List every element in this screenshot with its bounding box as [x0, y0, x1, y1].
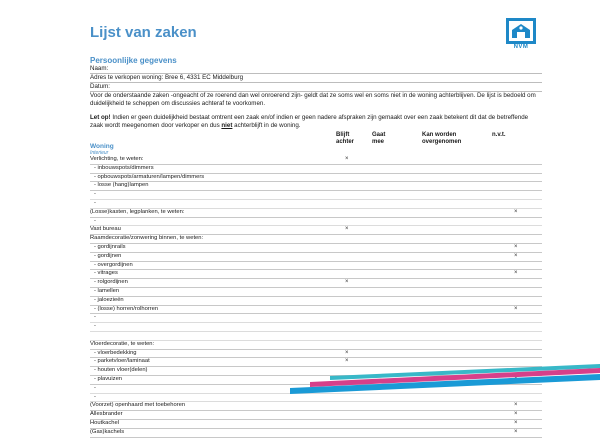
warning-body: Indien er geen duidelijkheid bestaat omtrent een zaak en/of indien er geen nadere afspraken zijn gemaakt over een zaak betekent dit dat de betreffende zaak wordt meegenomen door verkoper en dus	[90, 114, 529, 129]
row-label: -	[94, 393, 96, 400]
table-row	[90, 174, 542, 183]
table-row	[90, 209, 542, 218]
check-mark-blijft[interactable]: ×	[345, 358, 349, 365]
row-label: -	[94, 217, 96, 224]
check-mark-nvt[interactable]: ×	[514, 305, 518, 312]
row-label: - inbouwspots/dimmers	[94, 164, 154, 171]
row-label: Houtkachel	[90, 419, 120, 426]
row-label: - vitrages	[94, 270, 118, 277]
section-title: Persoonlijke gegevens	[90, 56, 177, 65]
row-label: - vloerbedekking	[94, 349, 137, 356]
table-row	[90, 270, 542, 279]
table-row	[90, 332, 542, 341]
table-row	[90, 244, 542, 253]
group-title: Woning	[90, 143, 114, 150]
table-row	[90, 200, 542, 209]
row-label: Vast bureau	[90, 226, 121, 233]
table-row	[90, 165, 542, 174]
table-row	[90, 191, 542, 200]
row-label: - (losse) horren/rolhorren	[94, 305, 159, 312]
row-label: Allesbrander	[90, 411, 123, 418]
table-row	[90, 341, 542, 350]
row-label: (Gas)kachels	[90, 428, 125, 435]
check-mark-blijft[interactable]: ×	[345, 156, 349, 162]
column-header-kan: Kan worden overgenomen	[422, 132, 462, 145]
warning-tail: achterblijft in de woning.	[232, 121, 301, 129]
row-label: - gordijnen	[94, 252, 122, 259]
address-field[interactable]: Adres te verkopen woning: Bree 6, 4331 EC Middelburg	[90, 73, 542, 83]
table-row	[90, 306, 542, 315]
logo-text: NVM	[513, 44, 529, 50]
table-row	[90, 314, 542, 323]
table-row	[90, 253, 542, 262]
table-row	[90, 411, 542, 420]
table-row	[90, 323, 542, 332]
table-row	[90, 235, 542, 244]
check-mark-nvt[interactable]: ×	[514, 270, 518, 277]
row-label: - rolgordijnen	[94, 279, 128, 286]
table-row	[90, 182, 542, 191]
decorative-stripes	[250, 362, 600, 400]
check-mark-nvt[interactable]: ×	[514, 419, 518, 426]
check-mark-blijft[interactable]: ×	[345, 226, 349, 233]
row-label: -	[94, 323, 96, 330]
row-label: -	[94, 384, 96, 391]
document-title: Lijst van zaken	[90, 24, 197, 41]
row-label: -	[94, 314, 96, 321]
warning-lead: Let op!	[90, 114, 111, 121]
row-label: - gordijnrails	[94, 243, 126, 250]
check-mark-nvt[interactable]: ×	[514, 208, 518, 215]
row-label: (Voorzet) openhaard met toebehoren	[90, 402, 186, 409]
table-row	[90, 226, 542, 235]
table-row	[90, 288, 542, 297]
warning-emphasis: niet	[221, 121, 233, 129]
row-label: Verlichting, te weten:	[90, 156, 144, 162]
row-label: - houten vloer(delen)	[94, 367, 148, 374]
table-row	[90, 402, 542, 411]
warning-text	[90, 114, 542, 129]
column-header-gaat: Gaat mee	[372, 132, 386, 145]
date-field[interactable]: Datum:	[90, 82, 542, 92]
row-label: - lamellen	[94, 287, 120, 294]
check-mark-blijft[interactable]: ×	[345, 349, 349, 356]
row-label: (Losse)kasten, legplanken, te weten:	[90, 208, 185, 215]
check-mark-nvt[interactable]: ×	[514, 411, 518, 418]
table-row	[90, 218, 542, 227]
nvm-logo-icon	[506, 18, 536, 44]
group-subtitle: Interieur	[90, 150, 109, 156]
table-row	[90, 350, 542, 359]
row-label: - overgordijnen	[94, 261, 133, 268]
table-row	[90, 279, 542, 288]
row-label: - losse (hang)lampen	[94, 182, 149, 189]
table-row	[90, 420, 542, 429]
table-row	[90, 297, 542, 306]
row-label: Raamdecoratie/zonwering binnen, te weten:	[90, 235, 204, 242]
name-field[interactable]: Naam:	[90, 64, 542, 74]
column-header-nvt: n.v.t.	[492, 132, 506, 138]
row-label: -	[94, 191, 96, 198]
check-mark-nvt[interactable]: ×	[514, 402, 518, 409]
table-row	[90, 262, 542, 271]
check-mark-nvt[interactable]: ×	[514, 243, 518, 250]
row-label: -	[94, 199, 96, 206]
table-row	[90, 429, 542, 438]
check-mark-nvt[interactable]: ×	[514, 428, 518, 435]
check-mark-nvt[interactable]: ×	[514, 252, 518, 259]
row-label: - opbouwspots/armaturen/lampen/dimmers	[94, 173, 205, 180]
row-label: - jaloezieën	[94, 296, 124, 303]
row-label: Vloerdecoratie, te weten:	[90, 340, 155, 347]
column-header-blijft: Blijft achter	[336, 132, 355, 145]
check-mark-blijft[interactable]: ×	[345, 279, 349, 286]
row-label: - plavuizen	[94, 375, 123, 382]
table-row	[90, 156, 542, 165]
intro-text: Voor de onderstaande zaken -ongeacht of ze roerend dan wel onroerend zijn- geldt dat ze soms wel en soms niet in de woning achterblijven. De lijst is bedoeld om duidelijkheid te scheppen om discussies achteraf te voorkomen.	[90, 92, 536, 107]
row-label: - parketvloer/laminaat	[94, 358, 150, 365]
